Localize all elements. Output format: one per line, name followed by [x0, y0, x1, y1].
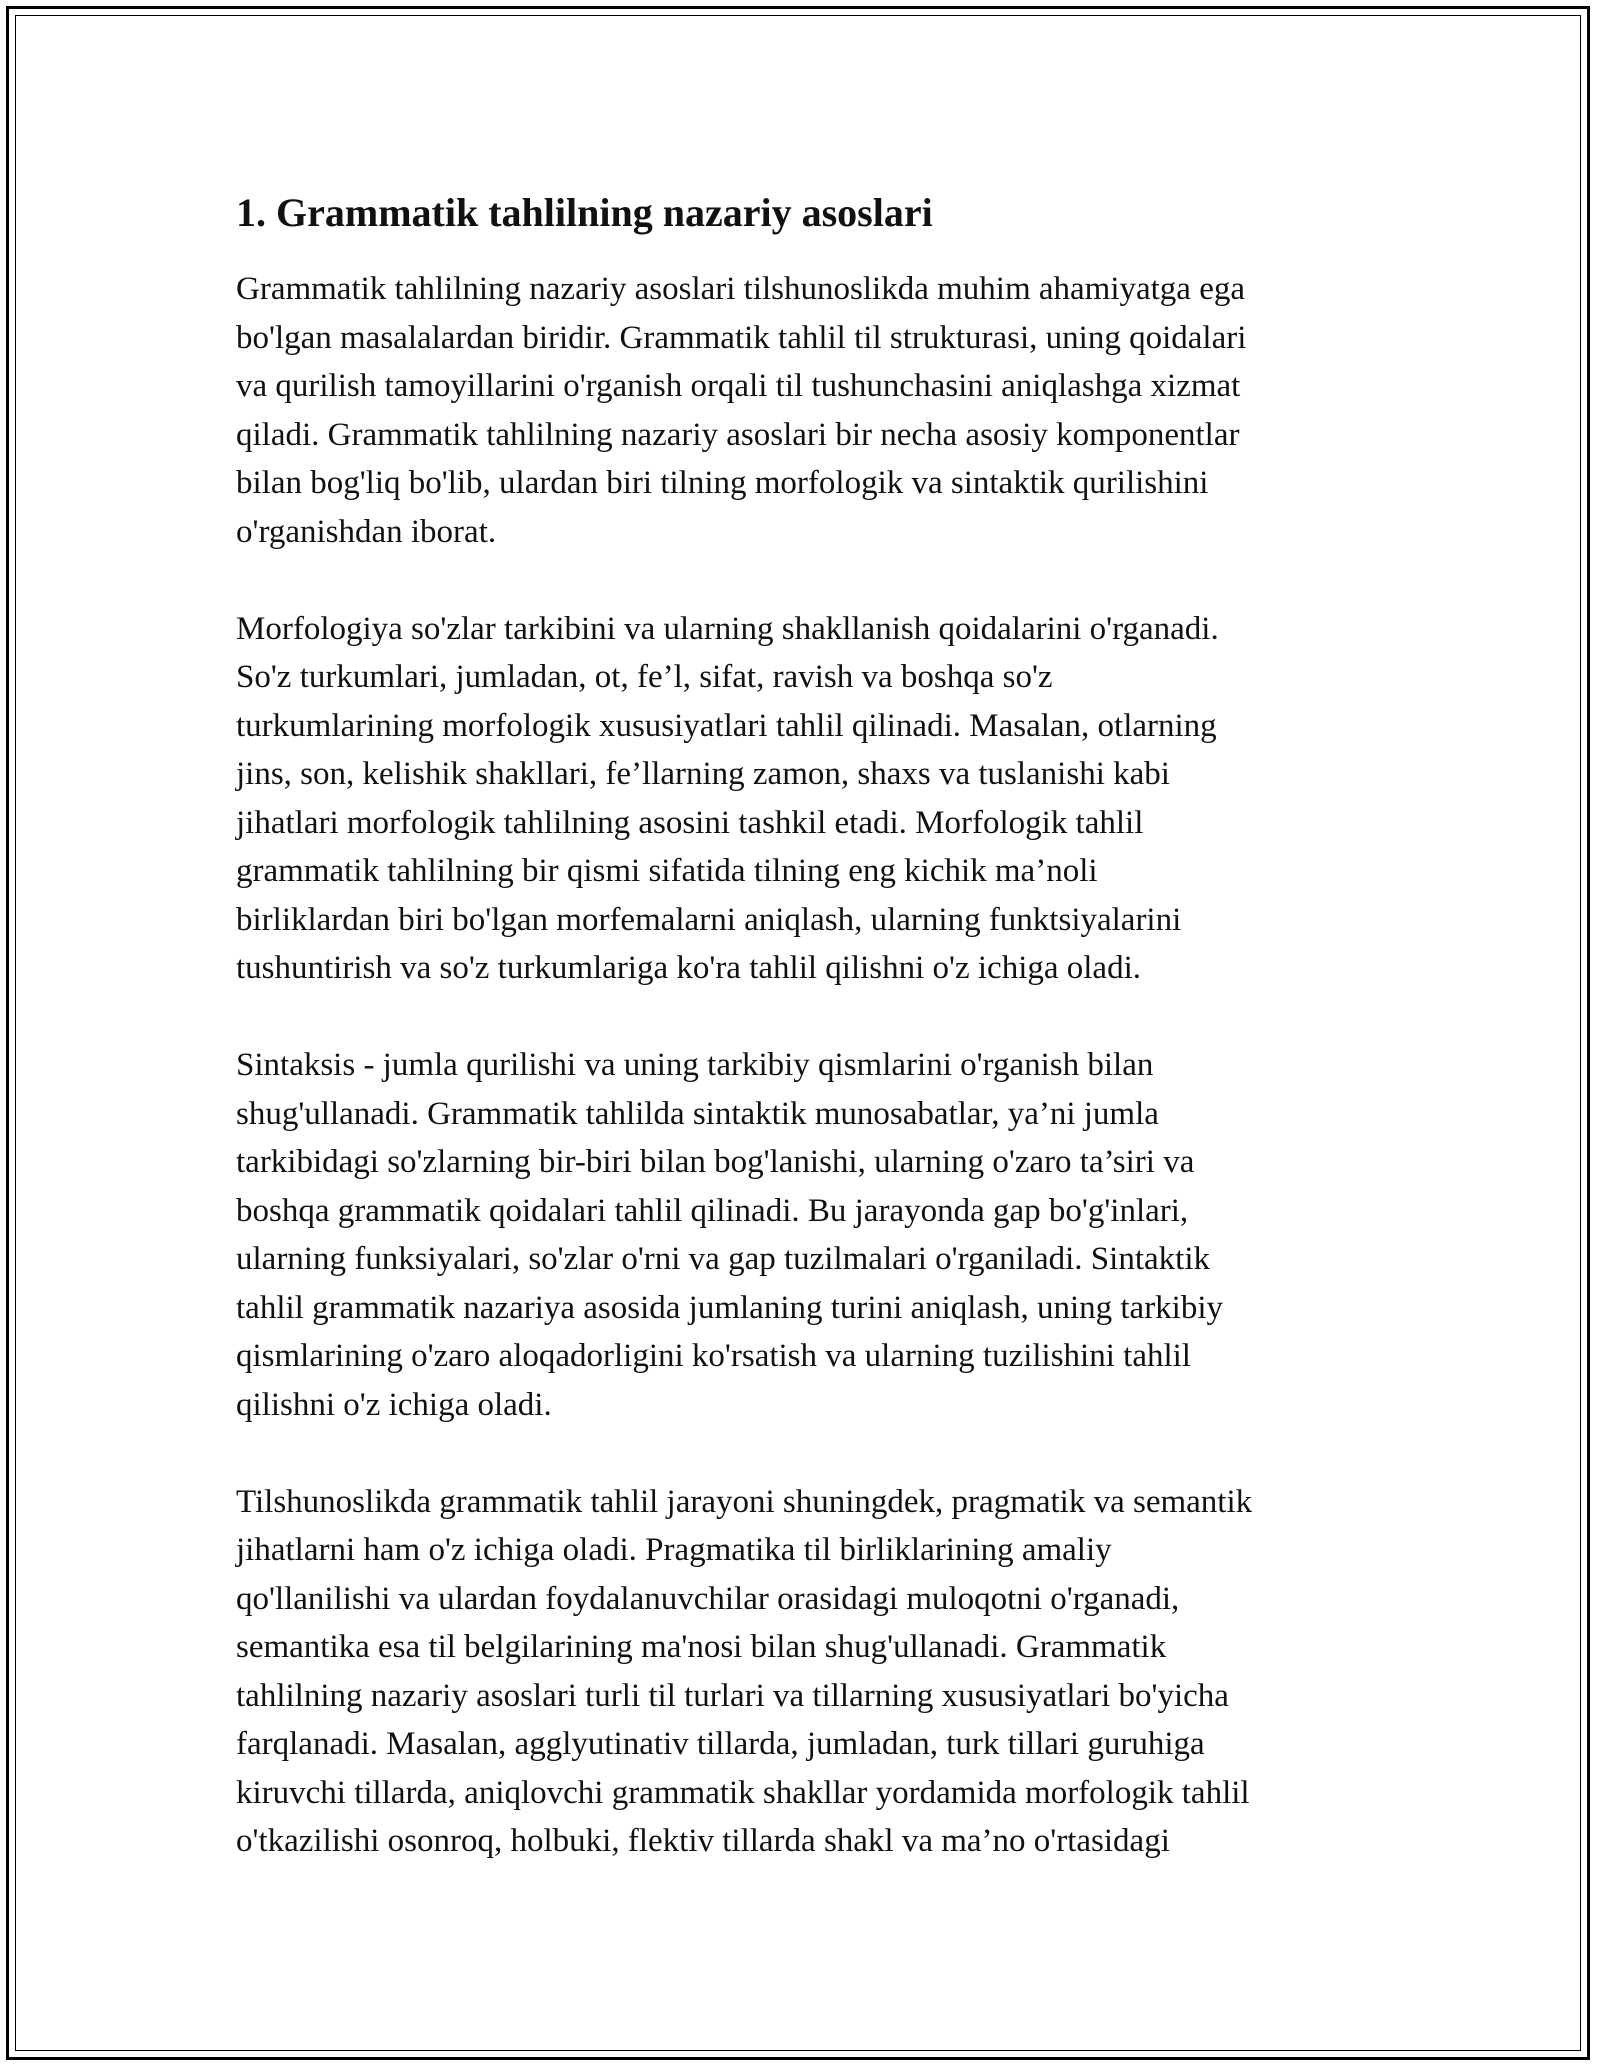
- text-line: va qurilish tamoyillarini o'rganish orqali til tushunchasini aniqlashga xizmat: [236, 368, 1241, 404]
- text-line: qilishni o'z ichiga oladi.: [236, 1386, 552, 1423]
- paragraph-intro: [236, 265, 1376, 556]
- text-line: tushuntirish va so'z turkumlariga ko'ra tahlil qilishni o'z ichiga oladi.: [236, 950, 1142, 986]
- text-line: ularning funksiyalari, so'zlar o'rni va gap tuzilmalari o'rganiladi. Sintaktik: [236, 1241, 1210, 1277]
- text-line: Morfologiya so'zlar tarkibini va ularning shakllanish qoidalarini o'rganadi.: [236, 610, 1219, 647]
- text-line: tarkibidagi so'zlarning bir-biri bilan bog'lanishi, ularning o'zaro ta’siri va: [236, 1144, 1195, 1180]
- paragraph-morphology: [236, 605, 1376, 993]
- text-line: qismlarining o'zaro aloqadorligini ko'rsatish va ularning tuzilishini tahlil: [236, 1338, 1191, 1374]
- text-line: shug'ullanadi. Grammatik tahlilda sintaktik munosabatlar, ya’ni jumla: [236, 1095, 1159, 1132]
- text-line: bo'lgan masalalardan biridir. Grammatik tahlil til strukturasi, uning qoidalari: [236, 319, 1247, 356]
- text-line: tahlil grammatik nazariya asosida jumlaning turini aniqlash, uning tarkibiy: [236, 1289, 1224, 1326]
- text-line: turkumlarining morfologik xususiyatlari tahlil qilinadi. Masalan, otlarning: [236, 707, 1217, 744]
- document-body: [236, 183, 1376, 1914]
- text-line: qiladi. Grammatik tahlilning nazariy asoslari bir necha asosiy komponentlar: [236, 416, 1240, 453]
- text-line: o'rganishdan iborat.: [236, 513, 497, 550]
- paragraph-pragmatics-semantics: [236, 1478, 1376, 1866]
- text-line: Sintaksis - jumla qurilishi va uning tarkibiy qismlarini o'rganish bilan: [236, 1047, 1154, 1083]
- text-line: bilan bog'liq bo'lib, ulardan biri tilning morfologik va sintaktik qurilishini: [236, 465, 1209, 501]
- text-line: tahlilning nazariy asoslari turli til turlari va tillarning xususiyatlari bo'yicha: [236, 1677, 1229, 1714]
- text-line: grammatik tahlilning bir qismi sifatida tilning eng kichik ma’noli: [236, 853, 1098, 889]
- text-line: semantika esa til belgilarining ma'nosi bilan shug'ullanadi. Grammatik: [236, 1629, 1167, 1665]
- text-line: jins, son, kelishik shakllari, fe’llarning zamon, shaxs va tuslanishi kabi: [236, 756, 1170, 792]
- text-line: farqlanadi. Masalan, agglyutinativ tillarda, jumladan, turk tillari guruhiga: [236, 1726, 1205, 1762]
- text-line: birliklardan biri bo'lgan morfemalarni aniqlash, ularning funktsiyalarini: [236, 901, 1182, 938]
- text-line: kiruvchi tillarda, aniqlovchi grammatik shakllar yordamida morfologik tahlil: [236, 1774, 1250, 1811]
- text-line: Grammatik tahlilning nazariy asoslari tilshunoslikda muhim ahamiyatga ega: [236, 271, 1245, 307]
- text-line: qo'llanilishi va ulardan foydalanuvchilar orasidagi muloqotni o'rganadi,: [236, 1580, 1180, 1617]
- text-line: jihatlari morfologik tahlilning asosini tashkil etadi. Morfologik tahlil: [236, 804, 1144, 841]
- text-line: o'tkazilishi osonroq, holbuki, flektiv tillarda shakl va ma’no o'rtasidagi: [236, 1823, 1170, 1859]
- text-line: boshqa grammatik qoidalari tahlil qilinadi. Bu jarayonda gap bo'g'inlari,: [236, 1192, 1189, 1229]
- paragraph-syntax: [236, 1041, 1376, 1429]
- text-line: Tilshunoslikda grammatik tahlil jarayoni shuningdek, pragmatik va semantik: [236, 1483, 1253, 1520]
- section-heading: 1. Grammatik tahlilning nazariy asoslari: [236, 190, 933, 235]
- text-line: So'z turkumlari, jumladan, ot, fe’l, sifat, ravish va boshqa so'z: [236, 659, 1053, 695]
- text-line: jihatlarni ham o'z ichiga oladi. Pragmatika til birliklarining amaliy: [236, 1532, 1112, 1568]
